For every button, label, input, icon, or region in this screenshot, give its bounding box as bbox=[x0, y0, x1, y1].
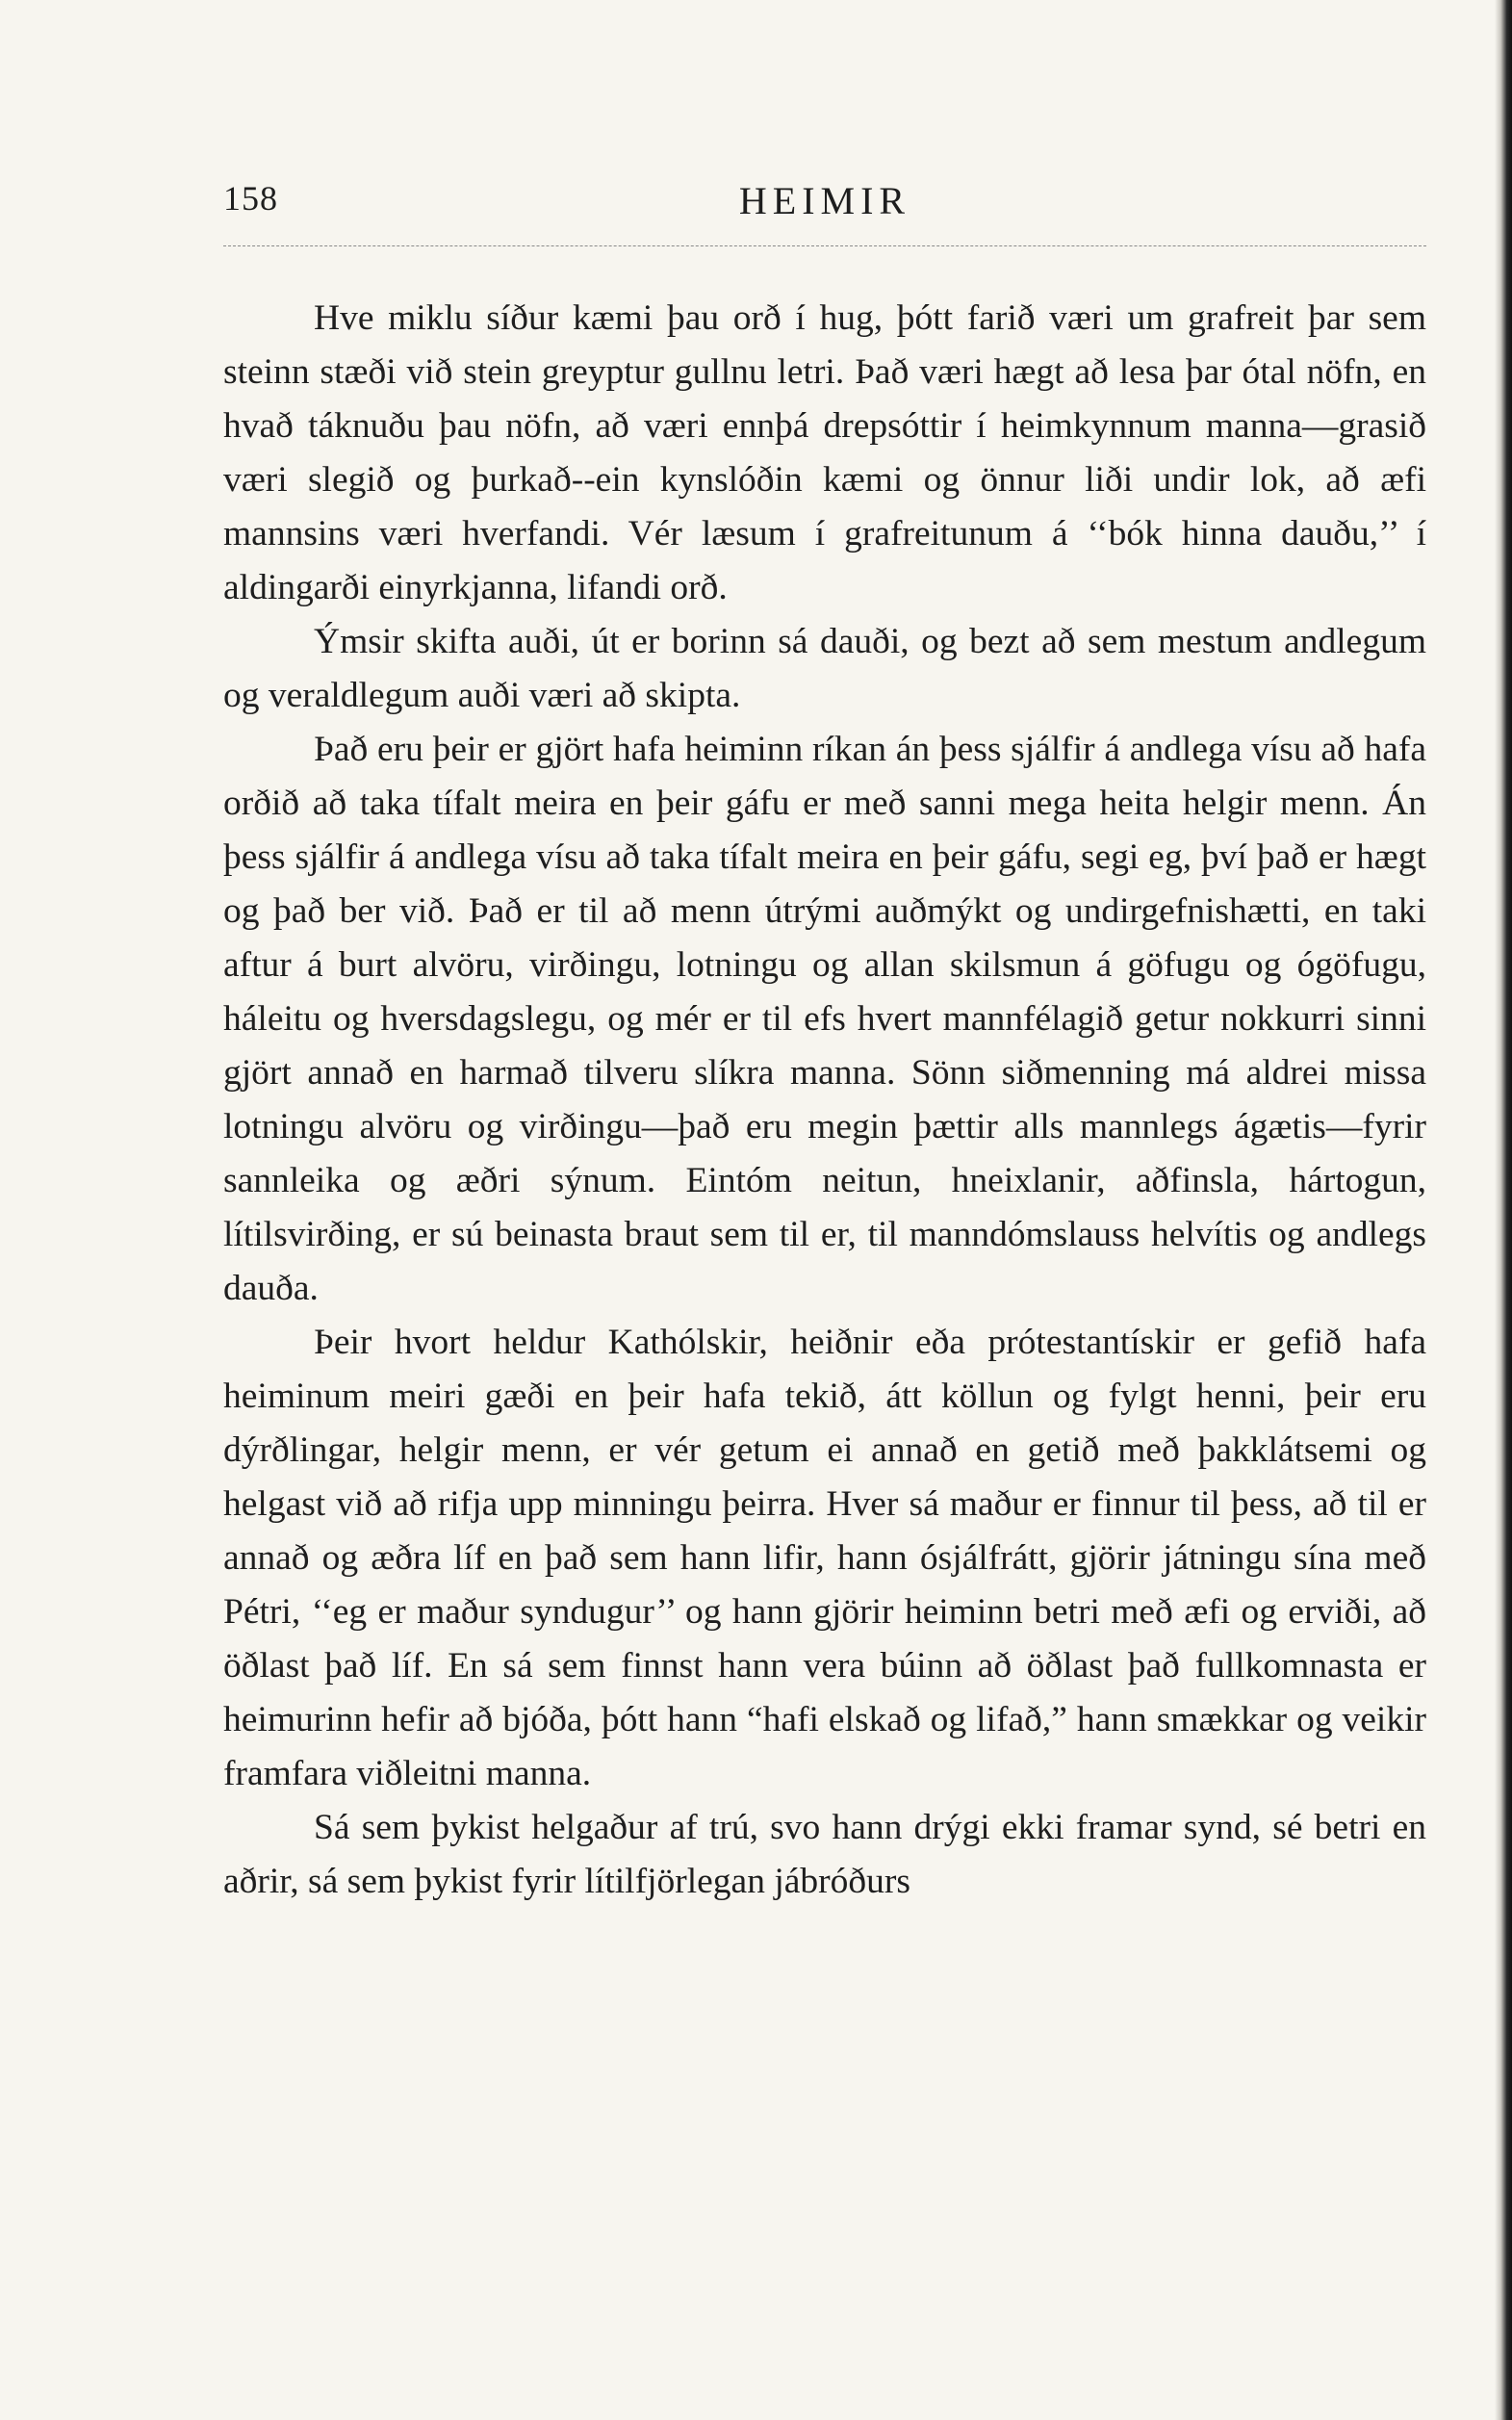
paragraph: Það eru þeir er gjört hafa heiminn ríkan án þess sjálfir á andlega vísu að hafa orðið að taka tífalt meira en þeir gáfu er með sanni mega heita helgir menn. Án þess sjálfir á andlega vísu að taka tífalt meira en þeir gáfu, segi eg, því það er hægt og það ber við. Það er til að menn útrými auðmýkt og undirgefnishætti, en taki aftur á burt alvöru, virðingu, lotningu og allan skilsmun á göfugu og ógöfugu, háleitu og hversdagslegu, og mér er til efs hvert mannfélagið getur nokkurri sinni gjört annað en harmað tilveru slíkra manna. Sönn siðmenning má aldrei missa lotningu alvöru og virðingu—það eru megin þættir alls mannlegs ágætis—fyrir sannleika og æðri sýnum. Eintóm neitun, hneixlanir, aðfinsla, hártogun, lítilsvirðing, er sú beinasta braut sem til er, til manndómslauss helvítis og andlegs dauða. bbox=[223, 730, 1426, 1308]
body-text bbox=[223, 292, 1426, 1909]
page-header bbox=[223, 178, 1426, 236]
paragraph: Ýmsir skifta auði, út er borinn sá dauði, og bezt að sem mestum andlegum og veraldlegum auði væri að skipta. bbox=[223, 622, 1426, 715]
page-number: 158 bbox=[223, 179, 278, 218]
paragraph: Þeir hvort heldur Kathólskir, heiðnir eða prótestantískir er gefið hafa heiminum meiri gæði en þeir hafa tekið, átt köllun og fylgt henni, þeir eru dýrðlingar, helgir menn, er vér getum ei annað en getið með þakklátsemi og helgast við að rifja upp minningu þeirra. Hver sá maður er finnur til þess, að til er annað og æðra líf en það sem hann lifir, hann ósjálfrátt, gjörir játningu sína með Pétri, ‘‘eg er maður syndugur’’ og hann gjörir heiminn betri með æfi og erviði, að öðlast það líf. En sá sem finnst hann vera búinn að öðlast það fullkomnasta er heimurinn hefir að bjóða, þótt hann “hafi elskað og lifað,” hann smækkar og veikir framfara viðleitni manna. bbox=[223, 1323, 1426, 1793]
paragraph: Hve miklu síður kæmi þau orð í hug, þótt farið væri um grafreit þar sem steinn stæði við stein greyptur gullnu letri. Það væri hægt að lesa þar ótal nöfn, en hvað táknuðu þau nöfn, að væri ennþá drepsóttir í heimkynnum manna—grasið væri slegið og þurkað--ein kynslóðin kæmi og önnur liði undir lok, að æfi mannsins væri hverfandi. Vér læsum í grafreitunum á ‘‘bók hinna dauðu,’’ í aldingarði einyrkjanna, lifandi orð. bbox=[223, 298, 1426, 607]
paragraph: Sá sem þykist helgaður af trú, svo hann drýgi ekki framar synd, sé betri en aðrir, sá sem þykist fyrir lítilfjörlegan jábróðurs bbox=[223, 1808, 1426, 1901]
running-title: HEIMIR bbox=[738, 179, 911, 222]
page-edge-shadow bbox=[1495, 0, 1512, 2420]
header-rule bbox=[223, 245, 1426, 246]
